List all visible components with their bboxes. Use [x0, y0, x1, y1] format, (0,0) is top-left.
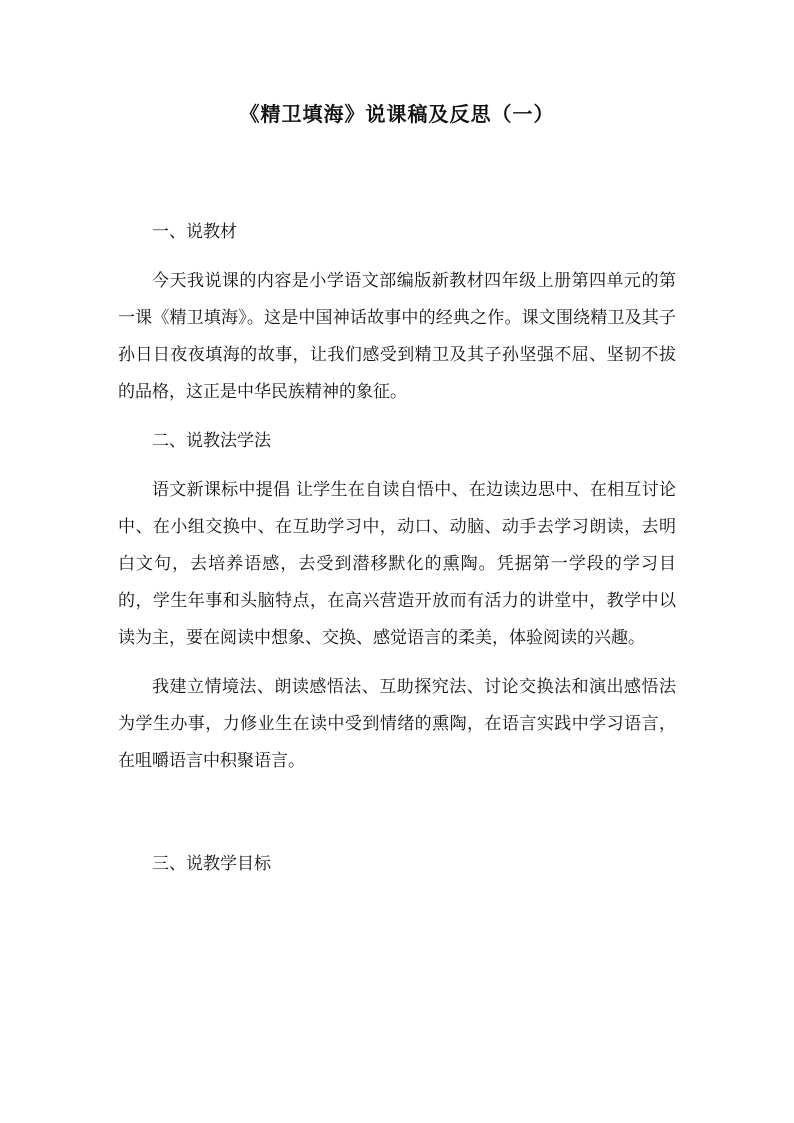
document-body — [118, 214, 676, 895]
paragraph-textbook: 今天我说课的内容是小学语文部编版新教材四年级上册第四单元的第一课《精卫填海》。这是中国神话故事中的经典之作。课文围绕精卫及其子孙日日夜夜填海的故事，让我们感受到精卫及其子孙坚强不屈、坚韧不拔的品格，这正是中华民族精神的象征。 — [118, 271, 676, 402]
section-heading-methods: 二、说教法学法 — [152, 431, 271, 451]
section-heading-objectives: 三、说教学目标 — [152, 854, 271, 874]
section-heading-textbook: 一、说教材 — [152, 222, 237, 242]
document-title: 《精卫填海》说课稿及反思（一） — [239, 102, 555, 126]
paragraph-methods-2: 我建立情境法、朗读感悟法、互助探究法、讨论交换法和演出感悟法为学生办事，力修业生在读中受到情绪的熏陶，在语言实践中学习语言，在咀嚼语言中积聚语言。 — [118, 677, 676, 771]
paragraph-methods-1: 语文新课标中提倡 让学生在自读自悟中、在边读边思中、在相互讨论中、在小组交换中、在互助学习中，动口、动脑、动手去学习朗读，去明白文句，去培养语感，去受到潜移默化的熏陶。凭据第一学段的学习目的，学生年事和头脑特点，在高兴营造开放而有活力的讲堂中，教学中以读为主，要在阅读中想象、交换、感觉语言的柔美，体验阅读的兴趣。 — [118, 480, 676, 648]
